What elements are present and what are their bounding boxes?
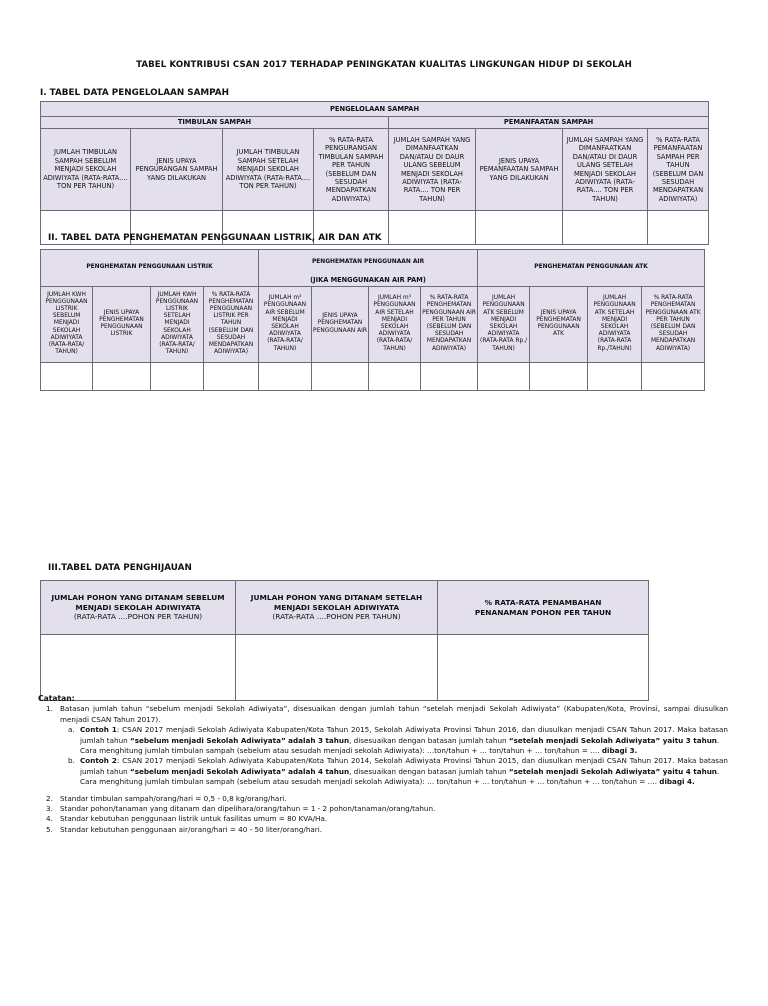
note-item-4: 4. Standar kebutuhan penggunaan listrik untuk fasilitas umum = 80 KVA/Ha. — [46, 814, 328, 824]
section-1-heading: I. TABEL DATA PENGELOLAAN SAMPAH — [40, 88, 229, 98]
input-cell[interactable] — [389, 211, 476, 245]
column-header-title: JUMLAH POHON YANG DITANAM SETELAH MENJADI SEKOLAH ADIWIYATA — [250, 593, 423, 612]
section-2-heading: II. TABEL DATA PENGHEMATAN PENGGUNAAN LISTRIK, AIR DAN ATK — [48, 233, 382, 243]
column-header: JUMLAH PENGGUNAAN ATK SEBELUM MENJADI SEKOLAH ADIWIYATA (RATA-RATA Rp./ TAHUN) — [478, 286, 530, 362]
column-header: JUMLAH KWH PENGGUNAAN LISTRIK SETELAH MENJADI SEKOLAH ADIWIYATA (RATA-RATA/ TAHUN) — [151, 286, 204, 362]
column-header: % RATA-RATA PENGHEMATAN PENGGUNAAN LISTRIK PER TAHUN (SEBELUM DAN SESUDAH MENDAPATKAN ADIWIYATA) — [204, 286, 259, 362]
column-header: % RATA-RATA PEMANFAATAN SAMPAH PER TAHUN (SEBELUM DAN SESUDAH MENDAPATKAN ADIWIYATA) — [648, 129, 709, 211]
note-text: Batasan jumlah tahun “sebelum menjadi Sekolah Adiwiyata”, disesuaikan dengan jumlah tahun “setelah menjadi Sekolah Adiwiyata” (Kabupaten/Kota, Provinsi, sampai diusulkan menjadi CSAN Tahun 2017). — [60, 704, 728, 724]
input-cell[interactable] — [236, 635, 438, 701]
notes-label: Catatan: — [38, 694, 75, 703]
input-cell[interactable] — [421, 362, 478, 390]
waste-management-table — [40, 101, 709, 245]
column-header: JUMLAH m³ PENGGUNAAN AIR SETELAH MENJADI SEKOLAH ADIWIYATA (RATA-RATA/ TAHUN) — [369, 286, 421, 362]
column-header-note: (RATA-RATA ....POHON PER TAHUN) — [73, 612, 203, 622]
waste-management-group-header: PENGELOLAAN SAMPAH — [41, 102, 709, 117]
column-header: JENIS UPAYA PENGHEMATAN PENGGUNAAN ATK — [530, 286, 588, 362]
calc-bold: dibagi 4. — [659, 777, 695, 787]
example-bold: “setelah menjadi Sekolah Adiwiyata” yaitu 3 tahun — [508, 735, 717, 745]
section-3-heading: III.TABEL DATA PENGHIJAUAN — [48, 563, 192, 573]
water-group-header: PENGHEMATAN PENGGUNAAN AIR — [259, 250, 478, 275]
greening-table — [40, 580, 649, 701]
input-cell[interactable] — [478, 362, 530, 390]
column-header: JUMLAH m³ PENGGUNAAN AIR SEBELUM MENJADI SEKOLAH ADIWIYATA (RATA-RATA/ TAHUN) — [259, 286, 312, 362]
input-cell[interactable] — [369, 362, 421, 390]
column-header-title: JUMLAH POHON YANG DITANAM SEBELUM MENJADI SEKOLAH ADIWIYATA — [51, 593, 225, 612]
input-cell[interactable] — [41, 635, 236, 701]
savings-table — [40, 249, 705, 391]
example-text: , disesuaikan dengan batasan jumlah tahun — [349, 735, 509, 745]
column-header — [41, 581, 236, 635]
note-item-1: 1. Batasan jumlah tahun “sebelum menjadi Sekolah Adiwiyata”, disesuaikan dengan jumlah tahun “setelah menjadi Sekolah Adiwiyata” (Kabupaten/Kota, Provinsi, sampai diusulkan menjadi CSAN Tahun 2017). — [46, 704, 728, 724]
input-cell[interactable] — [648, 211, 709, 245]
example-calculation — [38, 777, 728, 787]
column-header: JENIS UPAYA PENGHEMATAN PENGGUNAAN AIR — [312, 286, 369, 362]
column-header: JUMLAH TIMBULAN SAMPAH SEBELUM MENJADI SEKOLAH ADIWIYATA (RATA-RATA.... TON PER TAHUN) — [41, 129, 131, 211]
column-header: JUMLAH TIMBULAN SAMPAH SETELAH MENJADI SEKOLAH ADIWIYATA (RATA-RATA.... TON PER TAHUN) — [223, 129, 314, 211]
column-header — [236, 581, 438, 635]
input-cell[interactable] — [259, 362, 312, 390]
input-cell[interactable] — [476, 211, 563, 245]
column-header: JUMLAH SAMPAH YANG DIMANFAATKAN DAN/ATAU DI DAUR ULANG SEBELUM MENJADI SEKOLAH ADIWIYATA (RATA-RATA.... TON PER TAHUN) — [389, 129, 476, 211]
atk-group-header: PENGHEMATAN PENGGUNAAN ATK — [478, 250, 705, 287]
note-example-a: a. Contoh 1: CSAN 2017 menjadi Sekolah Adiwiyata Kabupaten/Kota Tahun 2015, Sekolah Adiwiyata Provinsi Tahun 2016, dan diusulkan menjadi CSAN Tahun 2017. Maka batasan jumlah tahun “sebelum menjadi Sekolah Adiwiyata” adalah 3 tahun, disesuaikan dengan batasan jumlah tahun “setelah menjadi Sekolah Adiwiyata” yaitu 3 tahun. — [68, 725, 728, 745]
input-cell[interactable] — [588, 362, 642, 390]
input-cell[interactable] — [41, 362, 93, 390]
input-cell[interactable] — [312, 362, 369, 390]
water-group-note: (JIKA MENGGUNAKAN AIR PAM) — [259, 275, 478, 287]
note-text: Standar kebutuhan penggunaan air/orang/hari = 40 - 50 liter/orang/hari. — [60, 824, 323, 834]
note-item-2: 2. Standar timbulan sampah/orang/hari = 0,5 - 0,8 kg/orang/hari. — [46, 793, 287, 803]
input-cell[interactable] — [563, 211, 648, 245]
waste-utilization-subheader: PEMANFAATAN SAMPAH — [389, 117, 709, 129]
column-header: JUMLAH KWH PENGGUNAAN LISTRIK SEBELUM MENJADI SEKOLAH ADIWIYATA (RATA-RATA/ TAHUN) — [41, 286, 93, 362]
column-header: JENIS UPAYA PENGURANGAN SAMPAH YANG DILAKUKAN — [131, 129, 223, 211]
note-text: Standar pohon/tanaman yang ditanam dan dipelihara/orang/tahun = 1 - 2 pohon/tanaman/orang/tahun. — [60, 804, 436, 814]
example-label: Contoh 2 — [80, 756, 117, 766]
column-header-title: % RATA-RATA PENAMBAHAN PENANAMAN POHON PER TAHUN — [474, 598, 612, 617]
example-text: : CSAN 2017 menjadi Sekolah Adiwiyata Kabupaten/Kota Tahun 2015, Sekolah Adiwiyata Provinsi Tahun 2016, dan diusulkan menjadi CSAN Tahun 2017. Maka batasan jumlah tahun — [80, 725, 728, 745]
column-header-note: (RATA-RATA ....POHON PER TAHUN) — [272, 612, 401, 622]
electricity-group-header: PENGHEMATAN PENGGUNAAN LISTRIK — [41, 250, 259, 287]
note-item-3: 3. Standar pohon/tanaman yang ditanam dan dipelihara/orang/tahun = 1 - 2 pohon/tanaman/orang/tahun. — [46, 804, 436, 814]
input-cell[interactable] — [530, 362, 588, 390]
calc-text: Cara menghitung jumlah timbulan sampah (sebelum atau sesudah menjadi sekolah Adiwiyata): …ton/tahun + … ton/tahun + … ton/tahun = …. — [80, 746, 602, 756]
column-header: JUMLAH SAMPAH YANG DIMANFAATKAN DAN/ATAU DI DAUR ULANG SETELAH MENJADI SEKOLAH ADIWIYATA (RATA-RATA.... TON PER TAHUN) — [563, 129, 648, 211]
example-text: : CSAN 2017 menjadi Sekolah Adiwiyata Kabupaten/Kota Tahun 2014, Sekolah Adiwiyata Provinsi Tahun 2015, dan diusulkan menjadi CSAN Tahun 2017. Maka batasan jumlah tahun — [80, 756, 728, 776]
waste-generation-subheader: TIMBULAN SAMPAH — [41, 117, 389, 129]
column-header: % RATA-RATA PENGHEMATAN PENGGUNAAN ATK PER TAHUN (SEBELUM DAN SESUDAH MENDAPATKAN ADIWIYATA) — [642, 286, 705, 362]
column-header: % RATA-RATA PENGURANGAN TIMBULAN SAMPAH PER TAHUN (SEBELUM DAN SESUDAH MENDAPATKAN ADIWIYATA) — [314, 129, 389, 211]
input-cell[interactable] — [93, 362, 151, 390]
note-item-5: 5. Standar kebutuhan penggunaan air/orang/hari = 40 - 50 liter/orang/hari. — [46, 824, 323, 834]
input-cell[interactable] — [642, 362, 705, 390]
example-bold: “setelah menjadi Sekolah Adiwiyata” yaitu 4 tahun — [508, 766, 717, 776]
column-header: % RATA-RATA PENGHEMATAN PENGGUNAAN AIR PER TAHUN (SEBELUM DAN SESUDAH MENDAPATKAN ADIWIYATA) — [421, 286, 478, 362]
example-calculation — [38, 746, 728, 756]
notes-section — [38, 694, 728, 835]
note-example-b: b. Contoh 2: CSAN 2017 menjadi Sekolah Adiwiyata Kabupaten/Kota Tahun 2014, Sekolah Adiwiyata Provinsi Tahun 2015, dan diusulkan menjadi CSAN Tahun 2017. Maka batasan jumlah tahun “sebelum menjadi Sekolah Adiwiyata” adalah 4 tahun, disesuaikan dengan batasan jumlah tahun “setelah menjadi Sekolah Adiwiyata” yaitu 4 tahun. — [68, 756, 728, 776]
note-text: Standar timbulan sampah/orang/hari = 0,5 - 0,8 kg/orang/hari. — [60, 793, 287, 803]
column-header — [438, 581, 649, 635]
input-cell[interactable] — [438, 635, 649, 701]
note-text: Standar kebutuhan penggunaan listrik untuk fasilitas umum = 80 KVA/Ha. — [60, 814, 328, 824]
input-cell[interactable] — [204, 362, 259, 390]
calc-bold: dibagi 3. — [601, 746, 638, 756]
example-label: Contoh 1 — [80, 725, 117, 735]
document-title: TABEL KONTRIBUSI CSAN 2017 TERHADAP PENINGKATAN KUALITAS LINGKUNGAN HIDUP DI SEKOLAH — [136, 60, 632, 70]
column-header: JUMLAH PENGGUNAAN ATK SETELAH MENJADI SEKOLAH ADIWIYATA (RATA-RATA Rp./TAHUN) — [588, 286, 642, 362]
calc-text: Cara menghitung jumlah timbulan sampah (sebelum atau sesudah menjadi sekolah Adiwiyata): … ton/tahun + … ton/tahun + … ton/tahun + … ton/tahun = …. — [80, 777, 660, 787]
example-bold: “sebelum menjadi Sekolah Adiwiyata” adalah 4 tahun — [129, 766, 350, 776]
example-bold: “sebelum menjadi Sekolah Adiwiyata” adalah 3 tahun — [129, 735, 350, 745]
input-cell[interactable] — [151, 362, 204, 390]
column-header: JENIS UPAYA PEMANFAATAN SAMPAH YANG DILAKUKAN — [476, 129, 563, 211]
example-text: , disesuaikan dengan batasan jumlah tahun — [349, 766, 509, 776]
column-header: JENIS UPAYA PENGHEMATAN PENGGUNAAN LISTRIK — [93, 286, 151, 362]
